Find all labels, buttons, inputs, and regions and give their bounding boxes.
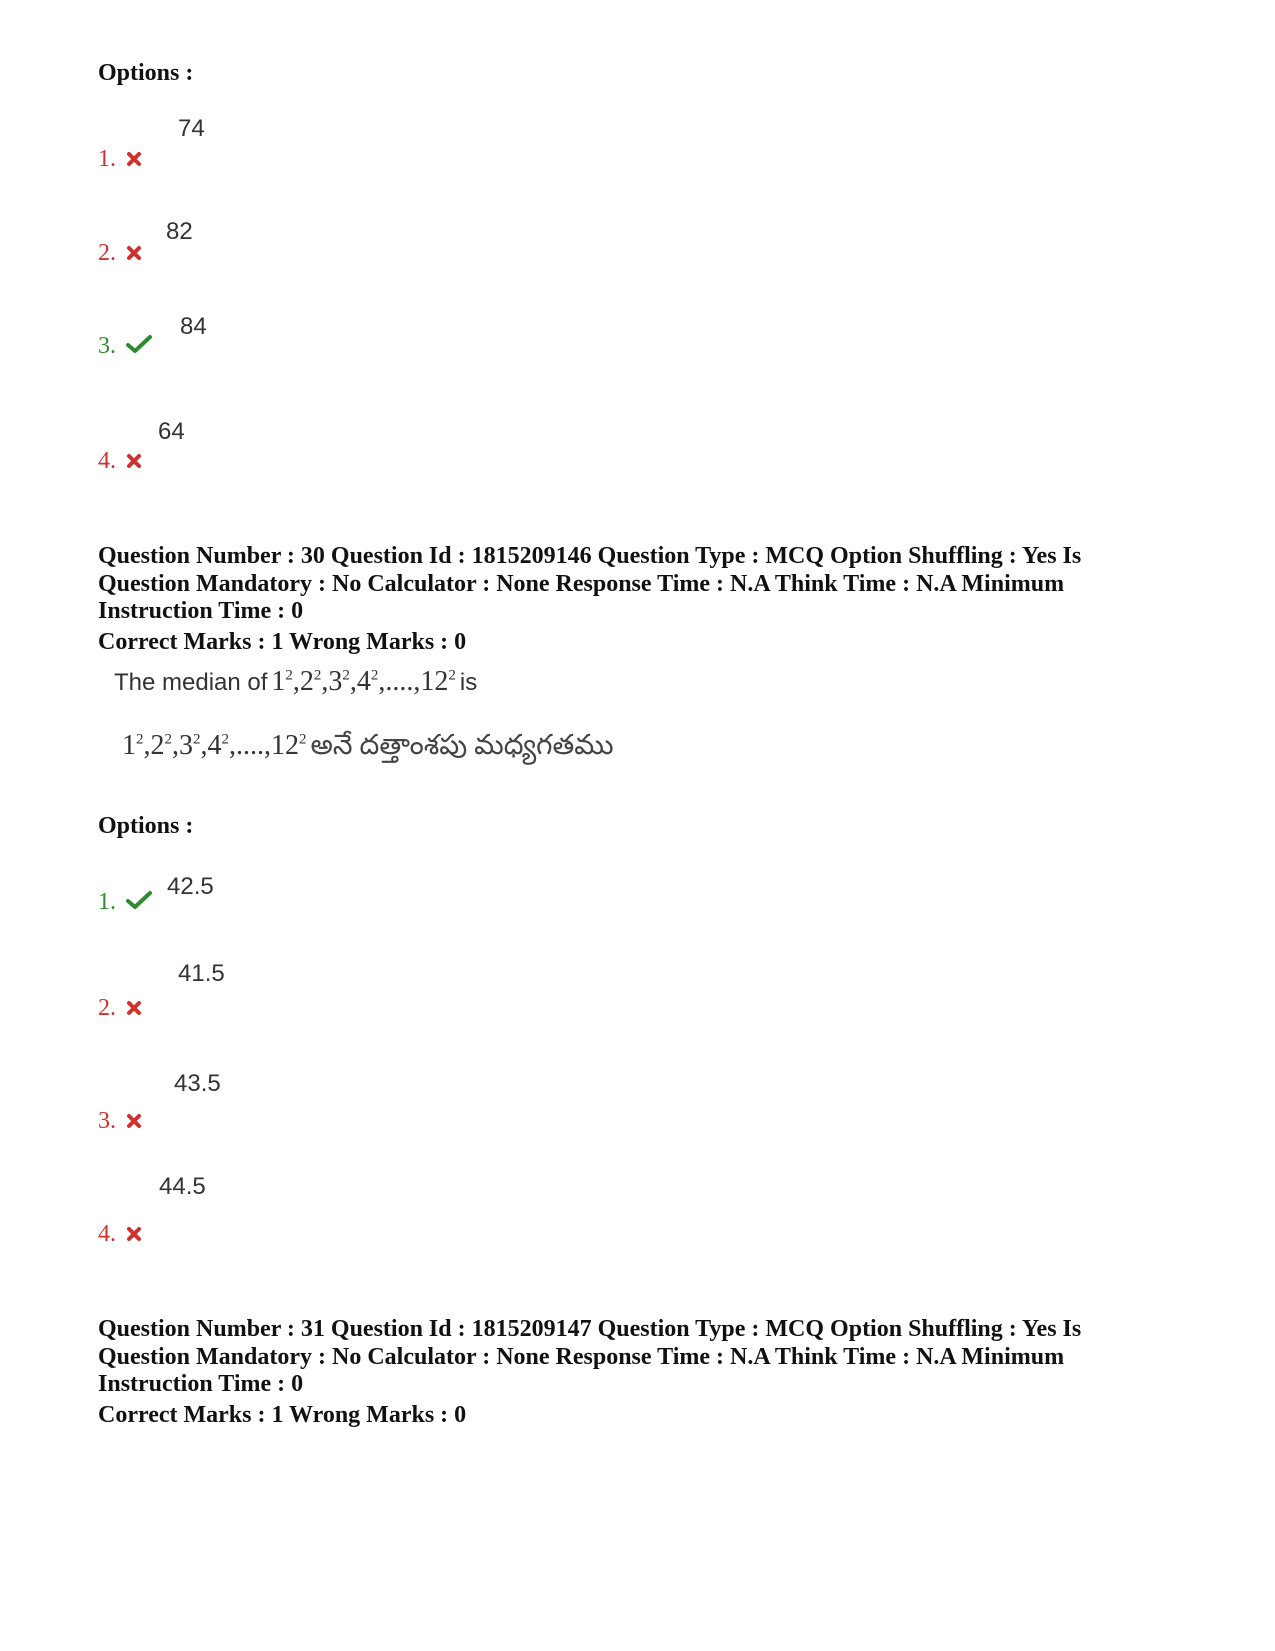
cross-icon: [126, 996, 142, 1023]
option-value: 84: [180, 313, 207, 340]
option-value: 74: [178, 115, 205, 142]
options-heading: Options :: [98, 60, 194, 86]
cross-icon: [126, 1109, 142, 1136]
option-value: 82: [166, 218, 193, 245]
cross-icon: [126, 241, 142, 268]
series-expression: $1^2,2^2,3^2,4^2,....,12^2$: [271, 666, 456, 697]
option-number: 4.: [98, 1221, 142, 1249]
option-value: 41.5: [178, 960, 225, 987]
question-31-meta: Question Number : 31 Question Id : 1815209147 Question Type : MCQ Option Shuffling : Yes Is Question Mandatory : No Calculator : None Response Time : N.A Think Time : N.A Minimum Instruction Time : 0: [98, 1316, 1082, 1397]
question-30-stem-english: The median of $1^2,2^2,3^2,4^2,....,12^2$ is: [114, 666, 478, 697]
check-icon: [126, 890, 152, 917]
option-number: 2.: [98, 995, 142, 1023]
question-31-marks: Correct Marks : 1 Wrong Marks : 0: [98, 1402, 467, 1428]
option-number: 4.: [98, 448, 142, 476]
check-icon: [126, 334, 152, 361]
option-value: 42.5: [167, 873, 214, 900]
cross-icon: [126, 1222, 142, 1249]
option-number: 3.: [98, 333, 152, 361]
option-value: 43.5: [174, 1070, 221, 1097]
option-number: 2.: [98, 240, 142, 268]
cross-icon: [126, 449, 142, 476]
option-value: 64: [158, 418, 185, 445]
options-heading: Options :: [98, 813, 194, 839]
option-number: 3.: [98, 1108, 142, 1136]
series-expression: $1^2,2^2,3^2,4^2,....,12^2$: [122, 730, 307, 761]
option-value: 44.5: [159, 1173, 206, 1200]
question-30-meta: Question Number : 30 Question Id : 1815209146 Question Type : MCQ Option Shuffling : Yes Is Question Mandatory : No Calculator : None Response Time : N.A Think Time : N.A Minimum Instruction Time : 0: [98, 543, 1082, 624]
question-30-marks: Correct Marks : 1 Wrong Marks : 0: [98, 629, 467, 655]
question-30-stem-telugu: $1^2,2^2,3^2,4^2,....,12^2$ అనే దత్తాంశపు మధ్యగతము: [122, 730, 614, 761]
option-number: 1.: [98, 146, 142, 174]
cross-icon: [126, 147, 142, 174]
option-number: 1.: [98, 889, 152, 917]
